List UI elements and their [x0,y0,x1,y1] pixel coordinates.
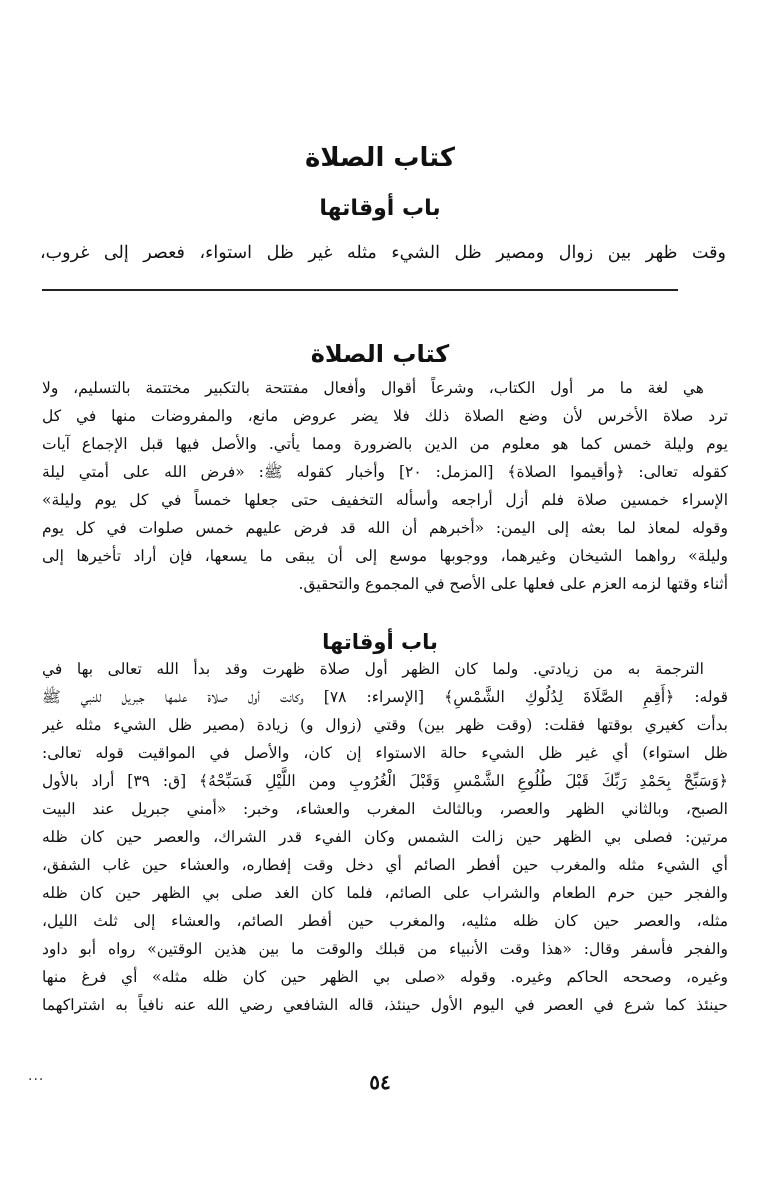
sharh-chapter-title: باب أوقاتها [322,630,438,654]
text-line: كقوله تعالى: ﴿وأقيموا الصلاة﴾ [المزمل: ٢٠] وأخبار كقوله ﷺ: «فرض الله على أمتي ليلة [42,463,728,481]
text-line: ظل استواء) أي غير ظل الشيء حالة الاستواء إن كان، والأصل في المواقيت قوله تعالى: [42,744,728,762]
text-line: والفجر فأسفر وقال: «هذا وقت الأنبياء من قبلك والوقت ما بين هذين الوقتين» رواه أبو داود [42,940,728,958]
text-line: حينئذ كما شرع في العصر في اليوم الأول حينئذ، قاله الشافعي رضي الله عنه نافياً به اشتراكهما [42,996,728,1014]
text-line: أثناء وقتها لزمه العزم على فعلها على الأصح في المجموع والتحقيق. [298,575,728,593]
text-line: قوله: ﴿أَقِمِ الصَّلَاةَ لِدُلُوكِ الشَّمْسِ﴾ [الإسراء: ٧٨] وكانت أول صلاة علمها جبريل للنبي ﷺ [42,688,728,706]
text-line: أي الشيء مثله والمغرب حين أفطر الصائم أي دخل وقت إفطاره، والعشاء حين غاب الشفق، [42,856,728,874]
separator-rule [42,289,678,291]
sharh-book-title: كتاب الصلاة [310,340,450,368]
text-line: وقوله لمعاذ لما بعثه إلى اليمن: «أخبرهم أن الله قد فرض عليهم خمس صلوات في كل يوم [42,519,728,537]
text-line: الصبح، وبالثاني الظهر والعصر، وبالثالث المغرب والعشاء، وخبر: «أمني جبريل عند البيت [42,800,728,818]
text-line: ترد صلاة الأخرس لأن وضع الصلاة ذلك فلا يضر عروض مانع، والمفروضات منها في كل [42,407,728,425]
text-line: وغيره، وصححه الحاكم وغيره. وقوله «صلى بي الظهر حين كان ظله مثله» أي فرغ منها [42,968,728,986]
text-line: يوم وليلة خمس كما هو معلوم من الدين بالضرورة ومما يأتي. والأصل فيها قبل الإجماع آيات [42,435,728,453]
text-line: والفجر حين حرم الطعام والشراب على الصائم، فلما كان الغد صلى بي الظهر حين كان ظله [42,884,728,902]
text-line: وليلة» رواهما الشيخان وغيرهما، ووجوبها موسع إلى أن يبقى ما يسعها، فإن أراد تأخيرها إلى [42,547,728,565]
page-number: ٥٤ [369,1070,391,1094]
text-line: الترجمة به من زيادتي. ولما كان الظهر أول صلاة ظهرت وقد بدأ الله تعالى بها في [42,660,704,678]
sharh-intro-paragraph [42,374,728,598]
matn-book-title: كتاب الصلاة [304,143,456,173]
text-line: ﴿وَسَبِّحْ بِحَمْدِ رَبِّكَ قَبْلَ طُلُوعِ الشَّمْسِ وَقَبْلَ الْغُرُوبِ ومن اللَّيْلِ فَسَبِّحْهُ﴾ [ق: ٣٩] أراد بالأول [42,772,728,790]
text-line: هي لغة ما مر أول الكتاب، وشرعاً أقوال وأفعال مفتتحة بالتكبير مختتمة بالتسليم، ولا [42,379,704,397]
matn-text: وقت ظهر بين زوال ومصير ظل الشيء مثله غير ظل استواء، فعصر إلى غروب، [40,243,726,263]
text-line: مثله، والعصر حين كان ظله مثليه، والمغرب حين أفطر الصائم، والعشاء إلى ثلث الليل، [42,912,728,930]
sharh-chapter-paragraph [42,655,728,1019]
matn-chapter-title: باب أوقاتها [319,196,441,221]
text-line: بدأت كغيري بوقتها فقلت: (وقت ظهر بين) وقتي (زوال و) زيادة (مصير ظل الشيء مثله غير [42,716,728,734]
margin-ellipsis: ... [28,1068,45,1084]
text-line: الإسراء خمسين صلاة فلم أزل أراجعه وأسأله التخفيف حتى جعلها خمساً في كل يوم وليلة» [42,491,728,509]
text-line: مرتين: فصلى بي الظهر حين زالت الشمس وكان الفيء قدر الشراك، والعصر حين كان ظله [42,828,728,846]
